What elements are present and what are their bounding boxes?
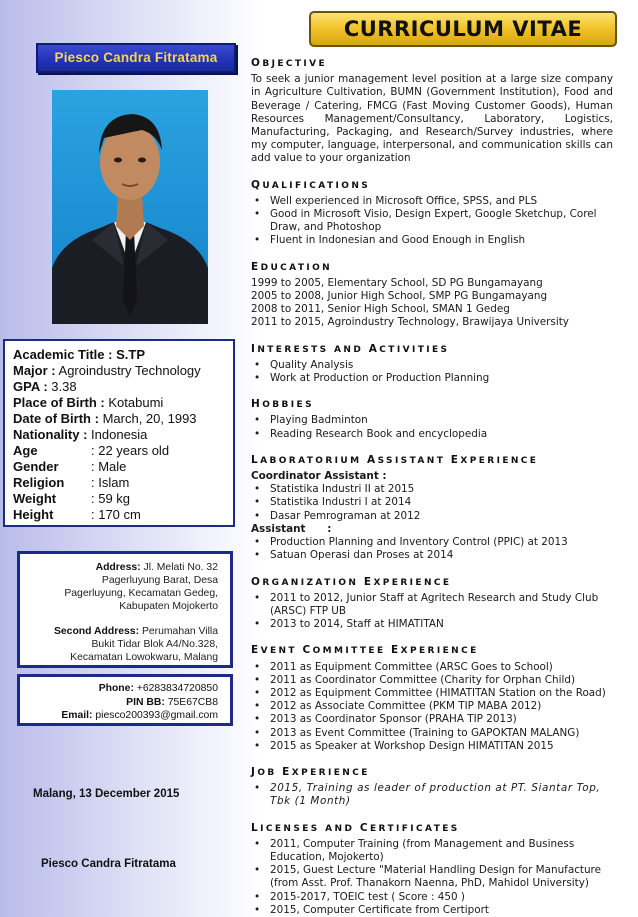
event-list xyxy=(251,661,613,753)
gpa-row xyxy=(13,379,233,395)
list-item: • 2015, Computer Certificate from Certiport xyxy=(251,904,613,917)
job-heading-rest2: XPERIENCE xyxy=(291,767,370,778)
event-heading-rest1: VENT xyxy=(260,646,303,657)
objective-heading-rest: BJECTIVE xyxy=(262,59,328,69)
event-heading-rest2: OMMITTEE xyxy=(312,646,392,657)
event-heading-cap2: C xyxy=(302,644,313,657)
height-row xyxy=(13,507,233,523)
list-item: • 2012 as Associate Committee (PKM TIP MABA 2012) xyxy=(251,700,613,713)
lab-heading xyxy=(251,454,613,468)
age-value: : 22 years old xyxy=(91,443,170,458)
email-label: Email: xyxy=(61,710,93,721)
organization-heading xyxy=(251,576,613,590)
education-item: 2008 to 2011, Senior High School, SMAN 1 Gedeg xyxy=(251,303,510,316)
major-row xyxy=(13,363,233,379)
pin-value: 75E67CB8 xyxy=(167,696,218,708)
gender-row xyxy=(13,459,233,475)
place-date: Malang, 13 December 2015 xyxy=(33,788,180,800)
gpa-value: 3.38 xyxy=(51,379,77,394)
second-address-line-2: Bukit Tidar Blok A4/No.328, xyxy=(91,639,218,650)
religion-row xyxy=(13,475,233,491)
dob-label: Date of Birth : xyxy=(13,411,99,426)
education-item: 2011 to 2015, Agroindustry Technology, Brawijaya University xyxy=(251,316,569,329)
list-item: • 2013 as Event Committee (Training to GAPOKTAN MALANG) xyxy=(251,727,613,740)
education-item: 2005 to 2008, Junior High School, SMP PG Bungamayang xyxy=(251,290,548,303)
religion-value: : Islam xyxy=(91,475,130,490)
interests-list xyxy=(251,359,613,385)
list-item: • Good in Microsoft Visio, Design Expert, Google Sketchup, Corel Draw, and Photoshop xyxy=(251,208,613,234)
event-heading-cap1: E xyxy=(251,644,261,657)
profile-photo xyxy=(52,90,208,324)
dob-row xyxy=(13,411,233,427)
licenses-heading-cap2: C xyxy=(359,821,370,834)
interests-heading-rest2: CTIVITIES xyxy=(379,344,450,355)
gender-value: : Male xyxy=(91,459,127,474)
lab-heading-cap3: E xyxy=(450,453,461,466)
hobbies-heading-cap: H xyxy=(251,398,263,411)
hobbies-heading xyxy=(251,398,613,412)
person-portrait-icon xyxy=(52,90,208,324)
religion-label: Religion xyxy=(13,475,65,490)
contact-box xyxy=(17,674,233,726)
pin-label: PIN BB: xyxy=(126,696,165,708)
list-item: • 2011 as Coordinator Committee (Charity for Orphan Child) xyxy=(251,674,613,687)
event-heading xyxy=(251,644,613,658)
hobbies-heading-rest: OBBIES xyxy=(262,400,314,411)
organization-heading-rest2: XPERIENCE xyxy=(373,577,452,588)
age-row xyxy=(13,443,233,459)
list-item: • 2011, Computer Training (from Management and Business Education, Mojokerto) xyxy=(251,838,613,864)
coordinator-label: Coordinator Assistant : xyxy=(251,470,387,483)
list-item: • 2011 as Equipment Committee (ARSC Goes to School) xyxy=(251,661,613,674)
job-heading-cap2: E xyxy=(282,765,292,778)
address-line-2: Pagerluyung Barat, Desa xyxy=(101,575,218,586)
objective-text: To seek a junior management level position at a large size company in Agriculture Cultivation, BUMN (Government Institution), Food and Beverage / Catering, FMCG (Fast Moving Customer Goods), Human Resources Management/Consultancy, Laboratory, Logistics, Manufacturing, Packaging, and Research/Survey industries, where my computer, language, interpersonal, and communication skills can add value to your organization xyxy=(251,73,613,165)
licenses-heading xyxy=(251,822,613,836)
list-item: • 2015 as Speaker at Workshop Design HIMATITAN 2015 xyxy=(251,740,613,753)
licenses-heading-cap1: L xyxy=(251,821,261,834)
licenses-list xyxy=(251,838,613,917)
organization-heading-rest1: RGANIZATION xyxy=(262,577,364,588)
list-item: • 2012 as Equipment Committee (HIMATITAN Station on the Road) xyxy=(251,687,613,700)
assistant-label: Assistant : xyxy=(251,522,332,535)
organization-heading-cap1: O xyxy=(251,575,263,588)
pob-row xyxy=(13,395,233,411)
qualifications-heading xyxy=(251,179,613,193)
list-item: • Satuan Operasi dan Proses at 2014 xyxy=(251,549,613,562)
education-heading xyxy=(251,261,613,275)
second-address-line-1 xyxy=(24,625,218,638)
phone-value: +6283834720850 xyxy=(136,683,218,694)
email-value: piesco200393@gmail.com xyxy=(95,710,218,721)
nationality-label: Nationality : xyxy=(13,427,88,442)
event-heading-rest3: XPERIENCE xyxy=(400,646,479,657)
pin-row xyxy=(24,696,218,710)
list-item: • 2015, Training as leader of production at PT. Siantar Top, Tbk (1 Month) xyxy=(251,782,613,808)
organization-heading-cap2: E xyxy=(363,575,374,588)
objective-heading-cap: O xyxy=(251,57,263,69)
hobbies-list xyxy=(251,414,613,440)
phone-label: Phone: xyxy=(98,683,134,694)
assistant-list xyxy=(251,536,613,562)
job-heading xyxy=(251,766,613,780)
list-item: • 2011 to 2012, Junior Staff at Agritech Research and Study Club (ARSC) FTP UB xyxy=(251,592,613,618)
gender-label: Gender xyxy=(13,459,59,474)
name-banner: Piesco Candra Fitratama xyxy=(36,43,236,73)
list-item: • Statistika Industri II at 2015 xyxy=(251,483,613,496)
pob-label: Place of Birth : xyxy=(13,395,105,410)
cv-title: CURRICULUM VITAE xyxy=(309,11,617,47)
coordinator-list xyxy=(251,483,613,523)
academic-title-row xyxy=(13,347,233,363)
education-heading-cap: E xyxy=(251,260,261,273)
lab-heading-rest2: SSISTANT xyxy=(377,455,451,466)
academic-title-label: Academic Title : xyxy=(13,347,113,362)
major-value: Agroindustry Technology xyxy=(58,363,201,378)
qualifications-heading-rest: UALIFICATIONS xyxy=(262,180,371,191)
job-heading-rest1: OB xyxy=(257,767,283,778)
height-value: : 170 cm xyxy=(91,507,141,522)
gpa-label: GPA : xyxy=(13,379,48,394)
interests-heading xyxy=(251,343,613,357)
address-line-4: Kabupaten Mojokerto xyxy=(119,601,218,612)
licenses-heading-rest2: ERTIFICATES xyxy=(369,823,460,834)
pob-value: Kotabumi xyxy=(108,395,164,410)
personal-details xyxy=(3,339,235,527)
education-heading-rest: DUCATION xyxy=(260,262,333,273)
job-list xyxy=(251,782,613,808)
event-heading-cap3: E xyxy=(391,644,401,657)
licenses-heading-rest1: ICENSES AND xyxy=(260,823,360,834)
address-line-1 xyxy=(24,561,218,574)
weight-label: Weight xyxy=(13,491,57,506)
list-item: • Work at Production or Production Planning xyxy=(251,372,613,385)
list-item: • 2013 to 2014, Staff at HIMATITAN xyxy=(251,618,613,631)
qualifications-heading-cap: Q xyxy=(251,178,263,191)
interests-heading-cap1: I xyxy=(251,342,258,355)
age-label: Age xyxy=(13,443,38,458)
weight-row xyxy=(13,491,233,507)
interests-heading-cap2: A xyxy=(368,342,380,355)
lab-heading-cap1: L xyxy=(251,453,261,466)
academic-title-value: S.TP xyxy=(116,347,145,362)
second-address-line1-text: Perumahan Villa xyxy=(141,626,218,637)
lab-heading-cap2: A xyxy=(367,453,378,466)
second-address-line-3: Kecamatan Lowokwaru, Malang xyxy=(70,652,218,663)
list-item: • Production Planning and Inventory Control (PPIC) at 2013 xyxy=(251,536,613,549)
nationality-row xyxy=(13,427,233,443)
list-item: • Dasar Pemrograman at 2012 xyxy=(251,510,613,523)
list-item: • Well experienced in Microsoft Office, SPSS, and PLS xyxy=(251,195,613,208)
left-column xyxy=(0,0,245,902)
dob-value: March, 20, 1993 xyxy=(102,411,197,426)
second-address-label: Second Address: xyxy=(53,626,140,637)
phone-row xyxy=(24,682,218,696)
address-line-3: Pagerluyung, Kecamatan Gedeg, xyxy=(64,588,218,599)
organization-list xyxy=(251,592,613,632)
address-box xyxy=(17,551,233,668)
height-label: Height xyxy=(13,507,54,522)
list-item: • 2015, Guest Lecture "Material Handling Design for Manufacture (from Asst. Prof. Thanakorn Naenna, PhD, Mahidol University) xyxy=(251,864,613,890)
list-item: • 2015-2017, TOEIC test ( Score : 450 ) xyxy=(251,891,613,904)
list-item: • Playing Badminton xyxy=(251,414,613,427)
address-label: Address: xyxy=(95,562,141,573)
nationality-value: Indonesia xyxy=(91,427,148,442)
address-line1-text: Jl. Melati No. 32 xyxy=(143,562,218,573)
list-item: • Fluent in Indonesian and Good Enough in English xyxy=(251,234,613,247)
lab-heading-rest3: XPERIENCE xyxy=(460,455,539,466)
signature-name: Piesco Candra Fitratama xyxy=(41,858,176,870)
interests-heading-rest1: NTERESTS AND xyxy=(257,344,369,355)
weight-value: : 59 kg xyxy=(91,491,131,506)
list-item: • Reading Research Book and encyclopedia xyxy=(251,428,613,441)
major-label: Major : xyxy=(13,363,56,378)
right-column xyxy=(251,57,613,917)
job-heading-cap1: J xyxy=(251,765,258,778)
email-row xyxy=(24,709,218,723)
objective-heading xyxy=(251,57,613,71)
list-item: • Statistika Industri I at 2014 xyxy=(251,496,613,509)
list-item: • Quality Analysis xyxy=(251,359,613,372)
list-item: • 2013 as Coordinator Sponsor (PRAHA TIP 2013) xyxy=(251,713,613,726)
education-list xyxy=(251,277,613,330)
education-item: 1999 to 2005, Elementary School, SD PG Bungamayang xyxy=(251,276,543,289)
qualifications-list xyxy=(251,195,613,248)
lab-heading-rest1: ABORATORIUM xyxy=(260,455,368,466)
